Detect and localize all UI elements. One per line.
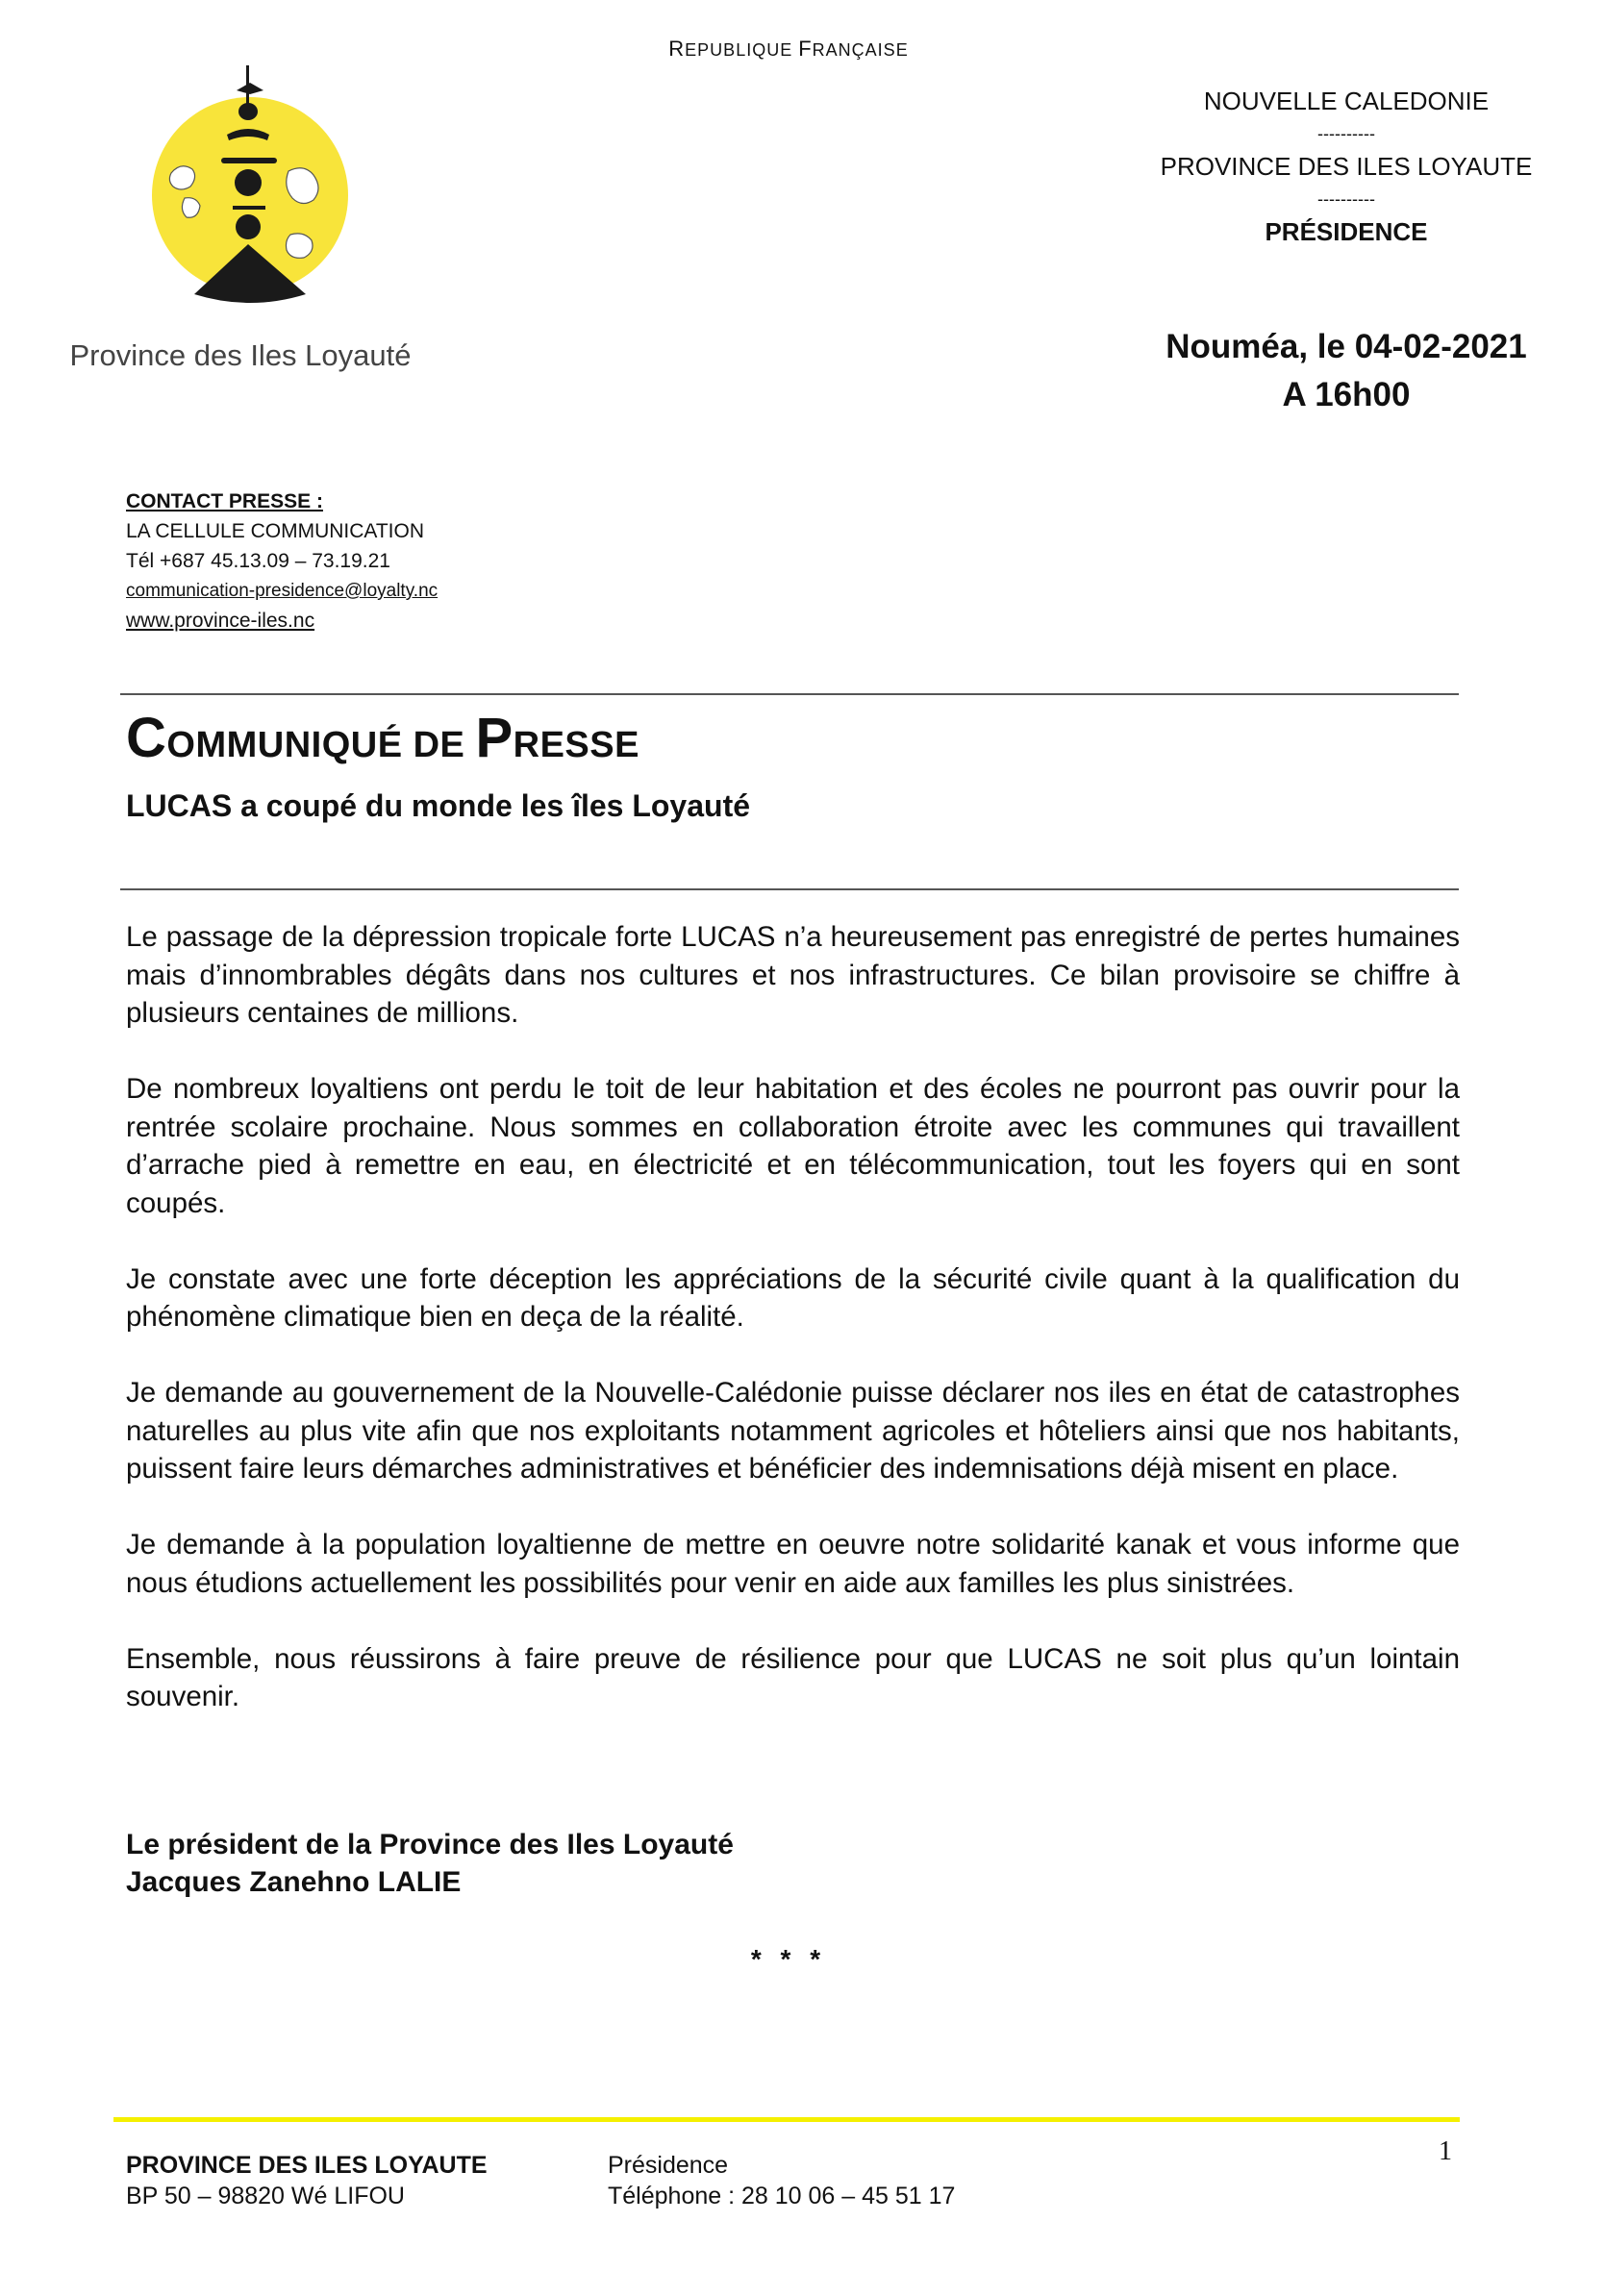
end-marker: * * * bbox=[750, 1944, 827, 1974]
body-paragraph: Je constate avec une forte déception les appréciations de la sécurité civile quant à la qualification du phénomène climatique bien en deça de la réalité. bbox=[126, 1262, 1460, 1333]
footer-org: PROVINCE DES ILES LOYAUTE bbox=[126, 2152, 488, 2179]
release-heading: COMMUNIQUÉ DE PRESSE bbox=[126, 707, 639, 769]
page-number: 1 bbox=[1439, 2136, 1452, 2166]
time-line: A 16h00 bbox=[1282, 376, 1411, 413]
press-contact bbox=[126, 487, 438, 636]
republic-header: REPUBLIQUE FRANÇAISE bbox=[668, 37, 909, 61]
body-paragraph: Je demande au gouvernement de la Nouvelle-Calédonie puisse déclarer nos iles en état de catastrophes naturelles au plus vite afin que nos exploitants notamment agricoles et hôteliers ainsi que nos habitants, puissent faire leurs démarches administratives et bénéficier des indemnisations déjà misent en place. bbox=[126, 1377, 1460, 1485]
signature-role: Le président de la Province des Iles Loyauté bbox=[126, 1829, 734, 1860]
date-block bbox=[1096, 323, 1596, 419]
footer-address bbox=[126, 2150, 488, 2211]
release-subheading: LUCAS a coupé du monde les îles Loyauté bbox=[126, 788, 751, 823]
signature-block bbox=[126, 1826, 734, 1901]
body-paragraph: Ensemble, nous réussirons à faire preuve de résilience pour que LUCAS ne soit plus qu’un lointain souvenir. bbox=[126, 1642, 1460, 1712]
divider bbox=[120, 693, 1459, 695]
body-paragraph: Le passage de la dépression tropicale forte LUCAS n’a heureusement pas enregistré de pertes humaines mais d’innombrables dégâts dans nos cultures et nos infrastructures. Ce bilan provisoire se chiffre à plusieurs centaines de millions. bbox=[126, 921, 1460, 1029]
contact-email-link[interactable]: communication-presidence@loyalty.nc bbox=[126, 581, 439, 601]
contact-unit: LA CELLULE COMMUNICATION bbox=[126, 520, 425, 542]
territory-name: NOUVELLE CALEDONIE bbox=[1203, 87, 1490, 115]
signature-name: Jacques Zanehno LALIE bbox=[126, 1866, 462, 1898]
footer-postal: BP 50 – 98820 Wé LIFOU bbox=[126, 2183, 405, 2209]
separator: ---------- bbox=[1317, 189, 1375, 209]
body-paragraph: De nombreux loyaltiens ont perdu le toit de leur habitation et des écoles ne pourront pas ouvrir pour la rentrée scolaire prochaine. Nous sommes en collaboration étroite avec les communes qui travaillent d’arrache pied à remettre en eau, en électricité et en télécommunication, tout les foyers qui en sont coupés. bbox=[126, 1073, 1460, 1219]
logo-caption: Province des Iles Loyauté bbox=[69, 338, 412, 372]
administration-block bbox=[1096, 85, 1596, 248]
release-body bbox=[126, 918, 1460, 1754]
footer-accent-line bbox=[113, 2117, 1460, 2122]
contact-phone: Tél +687 45.13.09 – 73.19.21 bbox=[126, 550, 390, 572]
date-line: Nouméa, le 04-02-2021 bbox=[1165, 328, 1527, 365]
body-paragraph: Je demande à la population loyaltienne de mettre en oeuvre notre solidarité kanak et vous informe que nous étudions actuellement les possibilités pour venir en aide aux familles les plus sinistrées. bbox=[126, 1529, 1460, 1599]
footer-dept: Présidence bbox=[608, 2152, 729, 2179]
province-name: PROVINCE DES ILES LOYAUTE bbox=[1160, 152, 1533, 181]
island-shape bbox=[287, 234, 313, 258]
website-link[interactable]: www.province-iles.nc bbox=[126, 610, 315, 632]
contact-title: CONTACT PRESSE : bbox=[126, 490, 323, 512]
separator: ---------- bbox=[1317, 124, 1375, 143]
office-name: PRÉSIDENCE bbox=[1265, 217, 1428, 246]
footer-contact bbox=[608, 2150, 955, 2211]
divider bbox=[120, 888, 1459, 890]
footer-phone: Téléphone : 28 10 06 – 45 51 17 bbox=[608, 2183, 956, 2209]
province-logo bbox=[144, 65, 356, 317]
